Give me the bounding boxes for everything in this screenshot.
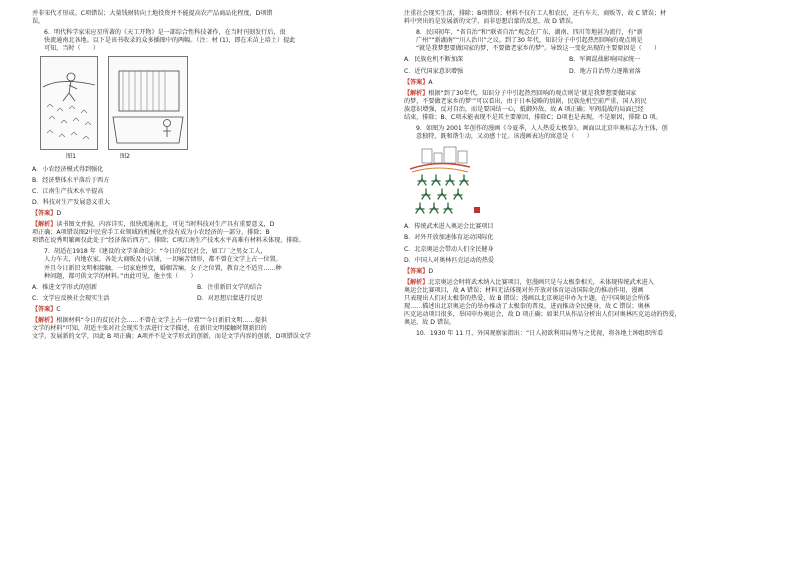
question-6-stem [32,29,382,53]
question-7-stem [32,248,382,280]
question-6-analysis [32,221,382,245]
right-column [404,10,756,341]
option-a: A．传统武术进入奥运会比赛项目 [404,223,494,231]
question-9-answer [404,268,756,276]
question-9-stem [404,125,756,141]
figure-1-caption: 图1 [66,153,76,161]
text-line: 只表现出人们对太极拳的热爱，故 B 错误；漫画以北京奥运申办为主题，在中国奥运会所体 [404,294,650,302]
option-a: A．小农经济模式得到强化 [32,165,104,173]
figure-1-farming-illustration [40,56,98,150]
carryover-text [404,10,756,26]
option-b: B．注重新旧文学的结合 [197,283,263,291]
analysis-label: 【解析】 [404,89,429,97]
text-line: 奥运，故 D 错误。 [404,319,456,327]
option-a: A．推进文学形式的创新 [32,283,98,291]
text-line: 根据“到了30年代，知识分子中引起热烈回响的观点则是‘就是我梦想要做国家 [428,89,637,97]
option-a: A．民族危机不断加深 [404,56,464,64]
text-line: 项错在说秀明繁画仅此处于“经济落后西方”，排除；C项江南生产技术水平高难有材料未体现，排除。 [32,237,305,245]
option-c: C．江南生产技术水平提高 [32,187,104,195]
question-6-figures [40,56,382,150]
question-7-answer [32,306,382,314]
answer-value: A [428,78,433,86]
question-9-analysis [404,279,756,328]
option-b: B．经济整体水平落后于西方 [32,176,110,184]
text-line: “就是我梦想要做国家的梦，不要做老家乡的梦”。导致这一变化出现的主要原因是（ ） [416,45,660,53]
option-b: B．对外开放加速体育运动国际化 [404,234,494,242]
tai-chi-cartoon-image [408,145,484,219]
text-line: 可知，当时（ ） [44,45,99,53]
figure-captions [66,153,382,161]
answer-label: 【答案】 [404,78,429,86]
question-7-analysis [32,317,382,341]
text-line: 现……描述出北京奥运会的举办推动了太极拳的普及，进而推动全民健身，故 C 错误；奥林 [404,303,650,311]
text-line: 6．明代科学家宋应星所著的《天工开物》是一部综合性科技著作，在当时刊刻发行后，很 [44,29,286,37]
question-6-answer [32,210,382,218]
option-c: C．近代国家意识增强 [404,67,464,75]
left-column [32,10,382,344]
text-line: 9．如图为 2001 年创作的漫画《今夏季，人人热爱太极拳》。画面以北京申奥标志为主体，创 [416,125,668,133]
answer-value: D [56,209,62,217]
answer-label: 【答案】 [32,209,57,217]
option-c: C．北京奥运会带动人们全民健身 [404,245,494,253]
question-8-options [404,56,756,75]
answer-value: D [428,267,434,275]
text-line: 7．胡适在1918 年《建设的文学革命论》：“今日的贫民社会，如工厂之男女工人， [44,248,267,256]
question-10-stem [404,330,756,338]
text-line: 广州”“新湖南”“川人治川”之议。到了30 年代，知识分子中引起热烈回响的观点则是 [416,37,643,45]
text-line: 根据材料“今日的贫民社会……不曾在文学上占一位置”“今日新旧文明……提供 [56,316,267,324]
option-d: D．科技对生产发展意义重大 [32,198,110,206]
question-6-options [32,166,382,207]
text-line: 结束，排除；B、C项未能表现不是其主要原因，排除C；D项也是表现，不是原因，排除 D 项。 [404,114,662,122]
text-line: 料中突出的是发展新的文学，而非思想启蒙的反思，故 D 错误。 [404,18,578,26]
option-b: B．军阀混战影响国家统一 [569,56,641,64]
text-line: 人力车夫，内地农家，各处大商贩及小店铺，一切痛苦情形，都不曾在文学上占一位置。 [44,256,282,264]
text-line: 误。 [32,18,45,26]
question-8-answer [404,79,756,87]
option-c: C．文学应反映社会现实生活 [32,294,110,302]
text-line: 注重社会现实生活，排除；B项错误；材料不仅有工人和农民，还有车夫、商贩等，故 C 错误；材 [404,10,667,17]
option-d: D．对思想启蒙进行反思 [197,294,263,302]
text-line: 并且今日新旧文明相接触，一切家庭惨变，婚姻苦痛，女子之位置，教育之不适宜……种 [44,264,282,272]
text-line: 匹克运动项目很多，举国申办奥运会，故 D 项正确；如果只从作品分析出人们对奥林匹克运动的热爱， [404,311,681,319]
question-8-analysis [404,90,756,122]
analysis-label: 【解析】 [32,221,57,229]
text-line: 北京奥运会时将武术纳入比赛项目，但漫画只是与太极拳相关，未体现传统武术进入 [428,278,654,286]
question-9-options [404,223,756,264]
text-line: 族意识增强，反对自治，而是要国结一心，抵御外敌，故 A 项正确；军阀混战的局面已经 [404,105,644,113]
option-d: D．地方自治势力逐渐衰落 [569,67,641,75]
figure-2-caption: 图2 [119,153,130,161]
answer-value: C [56,305,61,313]
text-line: 文学的材料”可知，胡适主张对社会现实生活进行文学描述，在新旧文明接触时期新旧的 [32,325,267,333]
answer-label: 【答案】 [404,267,429,275]
option-d: D．中国人对奥林匹克运动的热爱 [404,256,495,264]
text-line: 10．1930 年 11 月，外国观察家指出：“日人初欲利用局势与之优视，将各地土绅组织所看 [416,330,664,338]
question-8-stem [404,29,756,53]
text-line: 的梦，不要做老家乡的梦’”可以看出，由于日本侵略的加剧，民族危机空前严重，国人的民 [404,97,647,105]
analysis-label: 【解析】 [32,316,57,324]
figure-2-loom-illustration [108,56,188,150]
answer-label: 【答案】 [32,305,57,313]
text-line: 奥运会比赛项目，故 A 错误；材料无法体现对外开放对体育运动国际化的推动作用，漫画 [404,286,644,294]
text-line: 项正确；A项错误图2中民营手工业领域的机械化并没有成为小农经济的一部分，排除；B [32,229,270,237]
text-line: 8．民国初年，“省自治”和“联省自治”观念在广东、湖南、四川等地甚为流行，有“新 [416,29,643,37]
question-7-options [32,284,382,303]
text-line: 种问题，都可供文学的材料。”由此可见，他主张（ ） [44,272,197,280]
analysis-label: 【解析】 [404,278,429,286]
text-line: 读书图文并貌，内容详实，很快流通南北，可见当时科技对生产具有重要意义，D [56,221,275,229]
text-line: 快流通南北各地。以下是该书收录的众多插图中的两幅。（注：材 (1)，即在禾苗上培土）提此 [44,37,296,45]
carryover-text [32,10,382,26]
text-line: 意独特，既和谐生动，又动感十足。该漫画表达的寓意是（ ） [416,133,593,141]
text-line: 文学，发展新的文学，因此 B 项正确；A项并不是文学形式的创新，而是文学内容的创新，D项错误文学 [32,333,311,341]
text-line: 并非宋代才形成。C项错误；大量钱财转向土地投资并不能提高农产品商品化程度，D项错 [32,10,273,17]
